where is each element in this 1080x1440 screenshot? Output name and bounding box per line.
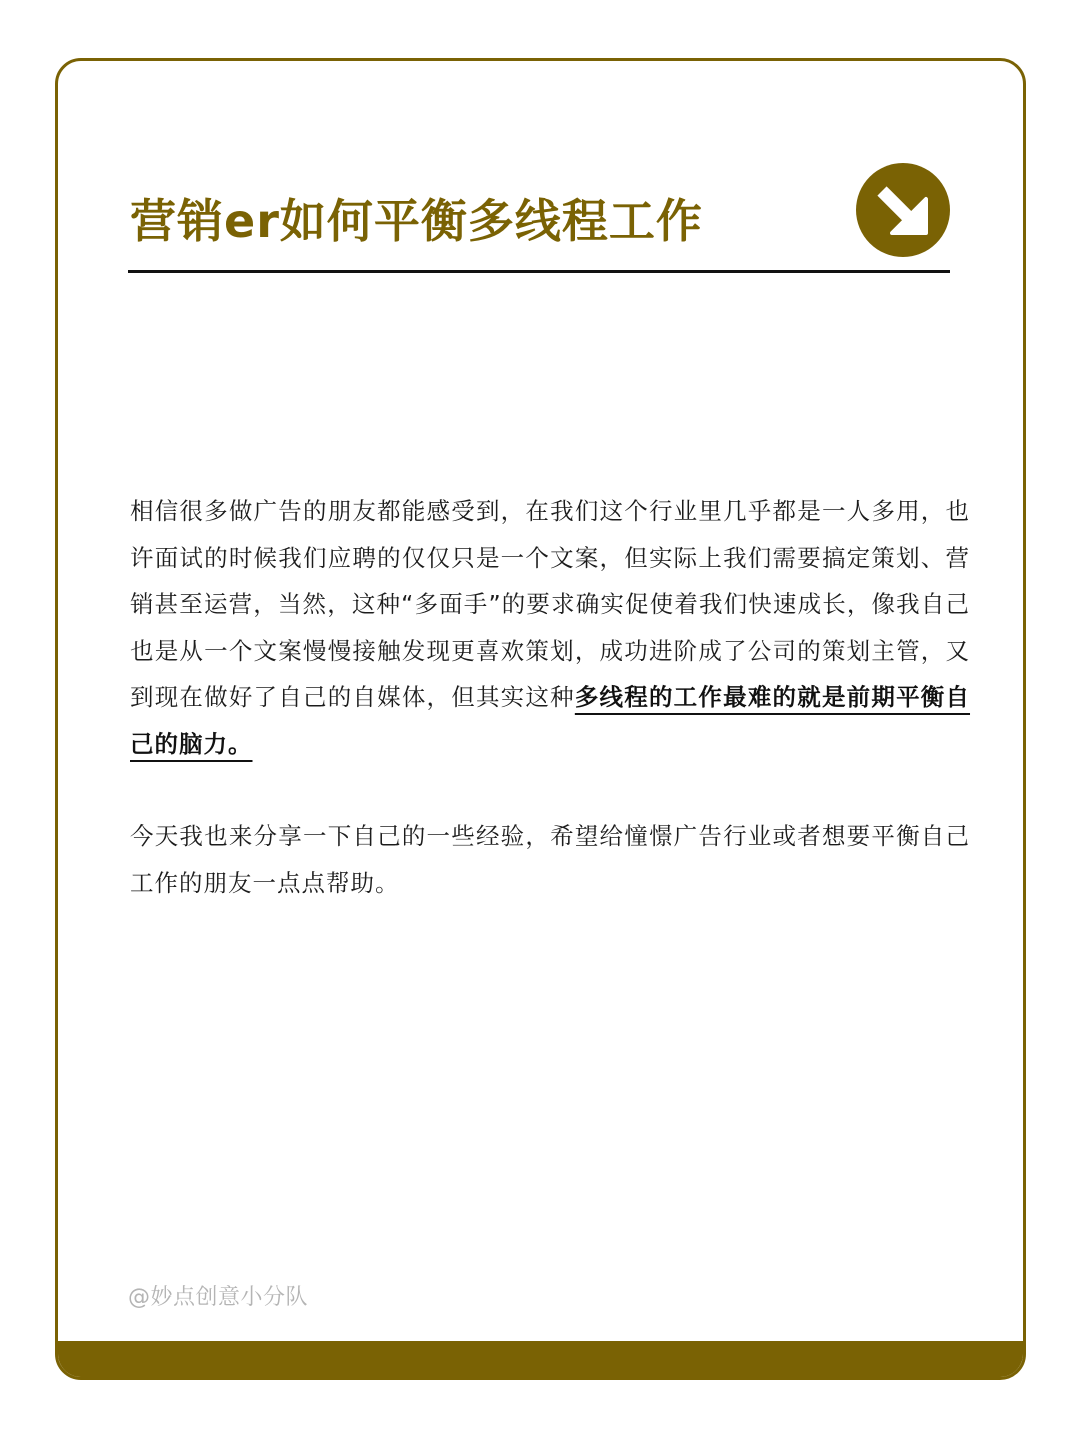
key-point-highlight: 多线程的工作最难的就是前期平衡自己的脑力。 xyxy=(130,683,971,758)
purpose-paragraph: 今天我也来分享一下自己的一些经验，希望给憧憬广告行业或者想要平衡自己工作的朋友一点点帮助。 xyxy=(130,822,970,897)
intro-text: 相信很多做广告的朋友都能感受到，在我们这个行业里几乎都是一人多用，也许面试的时候我们应聘的仅仅只是一个文案，但实际上我们需要搞定策划、营销甚至运营，当然，这种“多面手”的要求确实促使着我们快速成长，像我自己也是从一个文案慢慢接触发现更喜欢策划，成功进阶成了公司的策划主管，又到现在做好了自己的自媒体，但其实这种 xyxy=(130,497,970,711)
bottom-accent-bar xyxy=(58,1341,1023,1377)
content-card xyxy=(55,58,1026,1380)
author-signature: @妙点创意小分队 xyxy=(128,1285,309,1310)
arrow-down-right-icon xyxy=(856,163,950,257)
title-divider xyxy=(128,270,950,273)
arrow-down-right-glyph xyxy=(856,163,950,257)
intro-paragraph xyxy=(130,488,970,767)
page-title: 营销er如何平衡多线程工作 xyxy=(130,194,703,248)
